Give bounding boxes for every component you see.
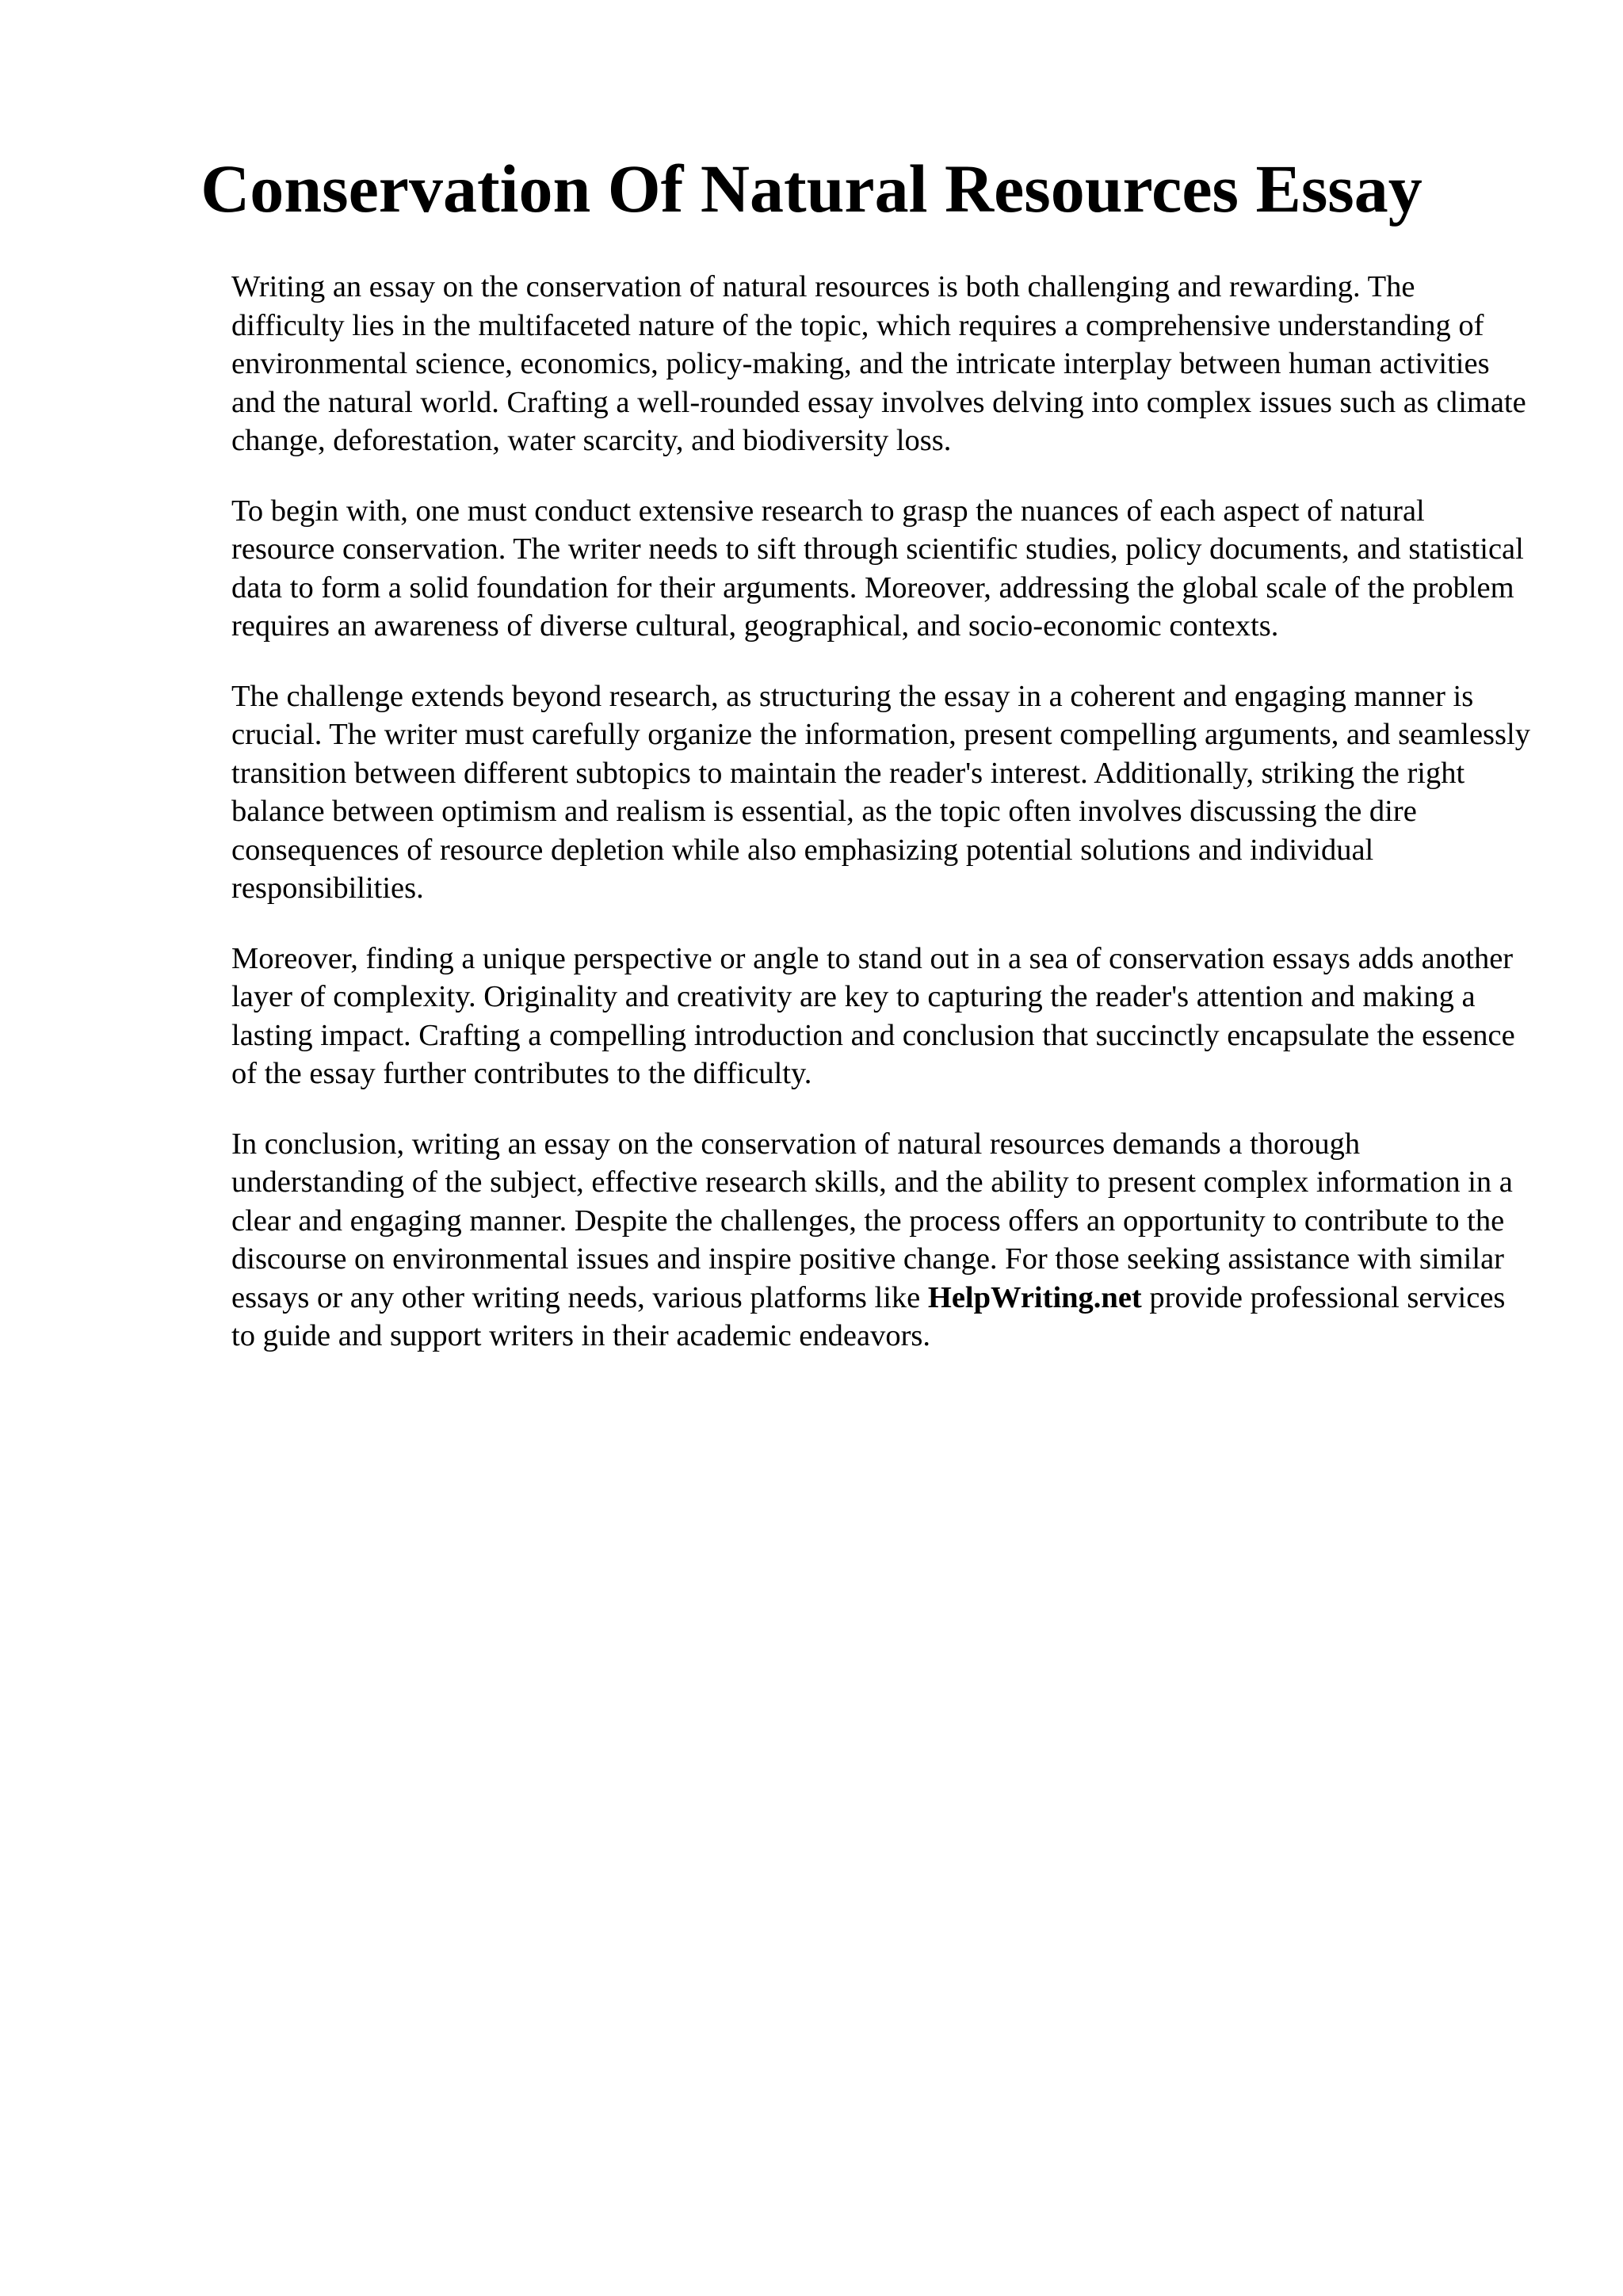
conclusion-text-after: provide professional services to guide and support writers in their academic endeavors. — [231, 1280, 1506, 1352]
document-title: Conservation Of Natural Resources Essay — [200, 151, 1423, 227]
document-body — [231, 268, 1531, 1387]
paragraph-5-conclusion — [231, 1125, 1531, 1356]
paragraph-3: The challenge extends beyond research, as structuring the essay in a coherent and engaging manner is crucial. The writer must carefully organize the information, present compelling arguments, and seamlessly transition between different subtopics to maintain the reader's interest. Additionally, striking the right balance between optimism and realism is essential, as the topic often involves discussing the dire consequences of resource depletion while also emphasizing potential solutions and individual responsibilities. — [231, 679, 1530, 905]
helpwriting-brand: HelpWriting.net — [927, 1280, 1142, 1314]
conclusion-text-before: In conclusion, writing an essay on the conservation of natural resources demands a thorough understanding of the subject, effective research skills, and the ability to present complex information in a clear and engaging manner. Despite the challenges, the process offers an opportunity to contribute to the discourse on environmental issues and inspire positive change. For those seeking assistance with similar essays or any other writing needs, various platforms like — [231, 1127, 1513, 1314]
paragraph-2: To begin with, one must conduct extensive research to grasp the nuances of each aspect of natural resource conservation. The writer needs to sift through scientific studies, policy documents, and statistical data to form a solid foundation for their arguments. Moreover, addressing the global scale of the problem requires an awareness of diverse cultural, geographical, and socio-economic contexts. — [231, 494, 1524, 643]
paragraph-4: Moreover, finding a unique perspective or angle to stand out in a sea of conservation essays adds another layer of complexity. Originality and creativity are key to capturing the reader's attention and making a lasting impact. Crafting a compelling introduction and conclusion that succinctly encapsulate the essence of the essay further contributes to the difficulty. — [231, 941, 1515, 1090]
paragraph-1: Writing an essay on the conservation of natural resources is both challenging and rewarding. The difficulty lies in the multifaceted nature of the topic, which requires a comprehensive understanding of environmental science, economics, policy-making, and the intricate interplay between human activities and the natural world. Crafting a well-rounded essay involves delving into complex issues such as climate change, deforestation, water scarcity, and biodiversity loss. — [231, 270, 1526, 457]
